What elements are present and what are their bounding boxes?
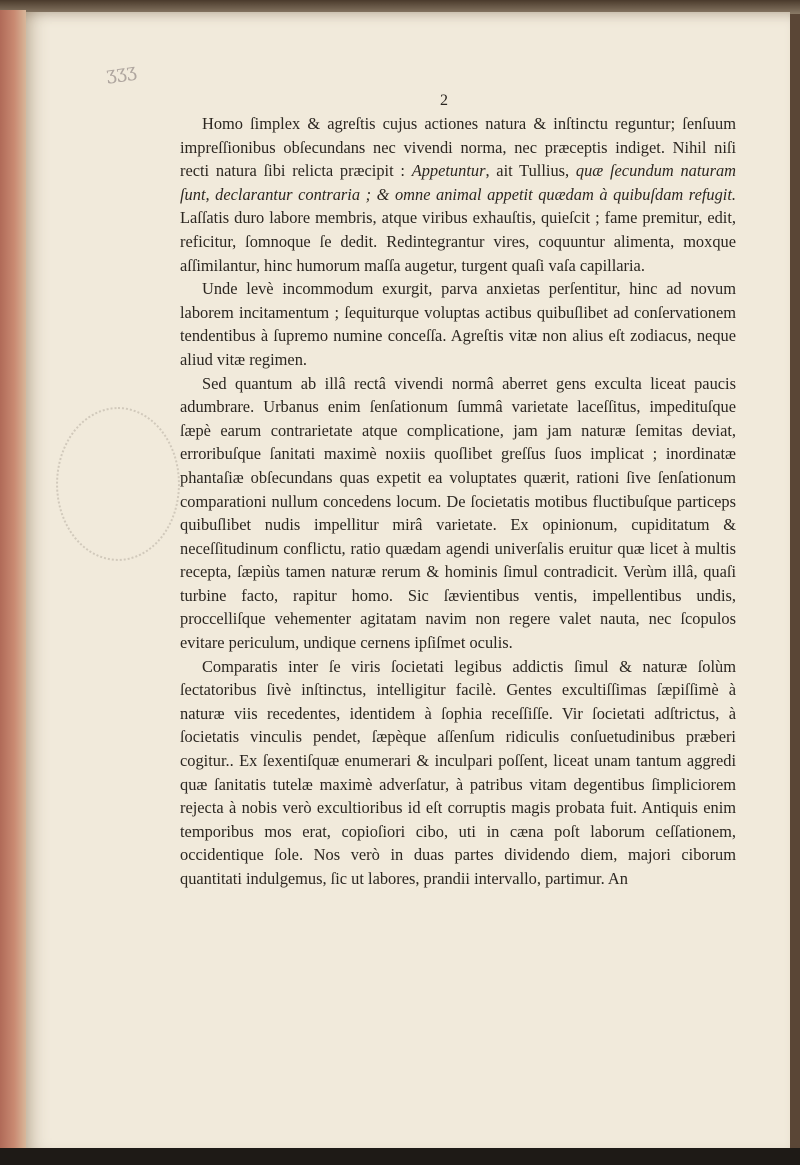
italic-quotation: quæ ſecundum naturam ſunt, declarantur contraria ; & omne animal appetit quædam à quibuſdam refugit.: [180, 161, 737, 204]
paragraph: [180, 655, 736, 891]
text-run: Homo ſimplex & agreſtis cujus actiones natura & inſtinctu reguntur; ſenſuum impreſſionibus obſecundans nec vivendi norma, nec præceptis indiget. Nihil niſi recti natura ſibi relicta præcipit :: [180, 114, 736, 181]
paragraph: [180, 372, 736, 655]
page-number: 2: [440, 92, 448, 109]
book-spine-edge: [0, 10, 26, 1150]
faded-library-stamp: [56, 407, 180, 561]
italic-quotation: Appetuntur: [411, 161, 486, 181]
text-run: , ait Tullius,: [485, 161, 576, 181]
scan-bottom-edge: [0, 1148, 800, 1165]
paragraph: [180, 277, 736, 371]
body-text: [180, 112, 736, 891]
text-run: Laſſatis duro labore membris, atque viribus exhauſtis, quieſcit ; fame premitur, edit, reficitur, ſomnoque ſe dedit. Redintegrantur vires, coquuntur alimenta, moxque aſſimilantur, hinc humorum maſſa augetur, turgent quaſi vaſa capillaria.: [180, 208, 736, 275]
handwritten-corner-mark: ʒʒʒ: [104, 59, 138, 86]
paragraph: [180, 112, 736, 277]
text-run: Comparatis inter ſe viris ſocietati legibus addictis ſimul & naturæ ſolùm ſectatoribus ſivè inſtinctus, intelligitur facilè. Gentes excultiſſimas ſæpiſſimè à naturæ viis recedentes, identidem à ſophia receſſiſſe. Vir ſocietati adſtrictus, à ſocietatis vinculis pendet, ſæpèque aſſenſum ridiculis conſuetudinibus præberi cogitur.. Ex ſexentiſquæ enumerari & inculpari poſſent, liceat unam tantum aggredi quæ ſanitatis tutelæ maximè adverſatur, à patribus vitam degentibus ſimpliciorem rejecta à nobis verò excultioribus id eſt corruptis magis probata fuit. Antiquis enim temporibus mos erat, copioſiori cibo, uti in cæna poſt laborum ceſſationem, occidentique ſole. Nos verò in duas partes dividendo diem, majori ciborum quantitati indulgemus, ſic ut labores, prandii intervallo, partimur. An: [180, 656, 736, 888]
text-run: Sed quantum ab illâ rectâ vivendi normâ aberret gens exculta liceat paucis adumbrare. Urbanus enim ſenſationum ſummâ varietate laceſſitus, impedituſque ſæpè earum contrarietate atque complicatione, jam jam naturæ ſemitas deviat, erroribuſque ſanitati maximè noxiis quoſlibet greſſus ſuos implicat ; inordinatæ phantaſiæ obſecundans quas expetit ea voluptates quærit, rationi ſive ſenſationum comparationi nullum concedens locum. De ſocietatis motibus fluctibuſque particeps quibuſlibet nudis impellitur mirâ varietate. Ex opinionum, cupiditatum & neceſſitudinum conflictu, ratio quædam agendi univerſalis eruitur quæ licet à multis recepta, ſæpiùs tamen naturæ rerum & hominis ſimul contradicit. Verùm illâ, quaſi turbine facto, rapitur homo. Sic ſævientibus ventis, impellentibus undis, proccelliſque vehementer agitatam navim non regere valet nauta, nec ſcopulos evitare periculum, undique cernens ipſiſmet oculis.: [180, 373, 736, 653]
text-run: Unde levè incommodum exurgit, parva anxietas perſentitur, hinc ad novum laborem incitamentum ; ſequiturque voluptas actibus quibuſlibet ad conſervationem tendentibus à ſupremo numine conceſſa. Agreſtis vitæ non alius eſt zodiacus, neque aliud vitæ regimen.: [180, 279, 736, 369]
